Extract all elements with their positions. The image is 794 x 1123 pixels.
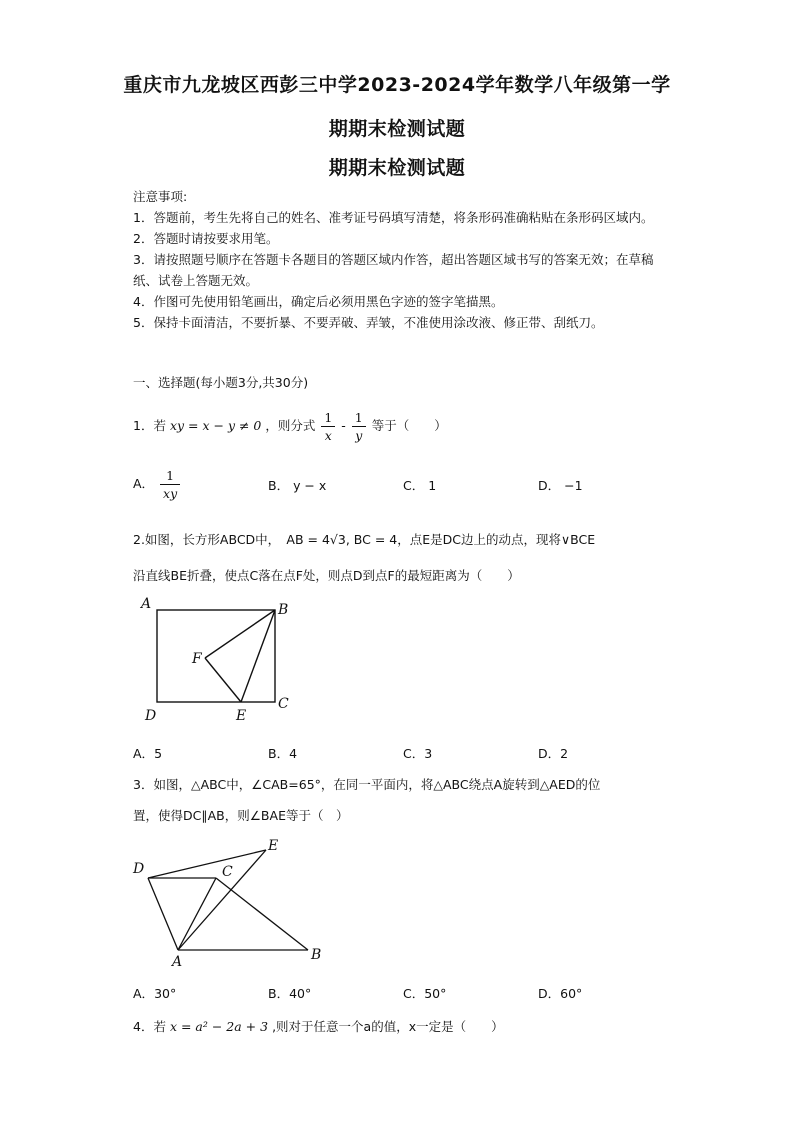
- question-3-stem-line-1: 3．如图，△ABC中，∠CAB=65°，在同一平面内，将△ABC绕点A旋转到△AED的位: [133, 777, 601, 792]
- q1-prefix: 1．若: [133, 418, 166, 433]
- q3-option-d: [538, 984, 673, 1002]
- option-text: 1: [428, 477, 437, 493]
- option-label: D．: [538, 746, 561, 761]
- segment-fe: [205, 658, 241, 702]
- option-text: 3: [424, 746, 433, 761]
- option-text: 2: [560, 746, 569, 761]
- label-e: E: [236, 708, 247, 724]
- notes-item: 4．作图可先使用铅笔画出，确定后必须用黑色字迹的签字笔描黑。: [133, 294, 504, 309]
- label-d: D: [133, 861, 145, 877]
- option-text: 4: [289, 746, 298, 761]
- frac-num: 1: [160, 467, 180, 485]
- question-1-stem: [133, 409, 663, 444]
- option-label: C．: [403, 746, 425, 761]
- q2-option-a: [133, 744, 268, 762]
- option-label: A．: [133, 986, 155, 1001]
- notes-item: 5．保持卡面清洁，不要折暴、不要弄破、弄皱，不准使用涂改液、修正带、刮纸刀。: [133, 315, 604, 330]
- page-title: 重庆市九龙坡区西彭三中学2023-2024学年数学八年级第一学: [123, 74, 671, 96]
- q1-frac2-num: 1: [352, 409, 366, 427]
- notes-item: 2．答题时请按要求用笔。: [133, 231, 279, 246]
- question-3-stem-line-2: 置，使得DC∥AB，则∠BAE等于（ ）: [133, 808, 349, 823]
- label-f: F: [192, 651, 202, 667]
- q4-expression: x = a² − 2a + 3: [169, 1019, 269, 1034]
- option-label: A．: [133, 746, 155, 761]
- q1-option-d: [538, 476, 673, 494]
- label-a: A: [172, 954, 183, 970]
- segment-de: [148, 850, 266, 878]
- notes-item: 1．答题前，考生先将自己的姓名、准考证号码填写清楚，将条形码准确粘贴在条形码区域内。: [133, 210, 654, 225]
- q2-option-b: [268, 744, 403, 762]
- q1-mid: ，则分式: [265, 418, 316, 433]
- segment-be: [241, 610, 275, 702]
- q1-minus: -: [341, 418, 346, 433]
- label-d: D: [145, 708, 157, 724]
- option-text: 40°: [289, 986, 312, 1001]
- option-label: C．: [403, 477, 425, 493]
- question-2-stem-line-2: 沿直线BE折叠，使点C落在点F处，则点D到点F的最短距离为（ ）: [133, 568, 520, 583]
- q2-rectangle-figure: [135, 592, 305, 727]
- option-text: 60°: [560, 986, 583, 1001]
- q3-option-a: [133, 984, 268, 1002]
- q3-option-b: [268, 984, 403, 1002]
- option-label: B．: [268, 986, 290, 1001]
- question-2-options: [133, 744, 673, 762]
- q1-frac1-num: 1: [321, 409, 335, 427]
- option-text: 50°: [424, 986, 447, 1001]
- q2-option-c: [403, 744, 538, 762]
- label-c: C: [278, 696, 289, 712]
- label-c: C: [222, 864, 233, 880]
- label-a: A: [141, 596, 152, 612]
- q1-suffix: 等于（ ）: [371, 418, 447, 433]
- q1-fraction-2: [352, 409, 366, 444]
- question-3-options: [133, 984, 673, 1002]
- q1-condition: xy = x − y ≠ 0: [169, 418, 262, 433]
- option-text: −1: [564, 477, 583, 493]
- question-1-options: [133, 467, 673, 502]
- option-text: 30°: [154, 986, 177, 1001]
- label-e: E: [268, 838, 279, 854]
- q4-prefix: 4．若: [133, 1019, 166, 1034]
- q1-fraction-1: [321, 409, 335, 444]
- q1-frac2-den: y: [355, 428, 363, 443]
- q1-option-a-fraction: [160, 467, 180, 502]
- q3-option-c: [403, 984, 538, 1002]
- segment-cb: [216, 878, 308, 950]
- option-label: C．: [403, 986, 425, 1001]
- option-label: B．: [268, 746, 290, 761]
- label-b: B: [278, 602, 289, 618]
- q1-option-a: [133, 467, 268, 502]
- notes-block: [133, 186, 663, 333]
- label-b: B: [311, 947, 322, 963]
- frac-den: xy: [163, 486, 178, 501]
- question-2-stem-line-1: 2.如图，长方形ABCD中， AB = 4√3, BC = 4，点E是DC边上的动点，现将∨BCE: [133, 532, 596, 547]
- option-label: A．: [133, 476, 155, 491]
- notes-item: 3．请按照题号顺序在答题卡各题目的答题区域内作答，超出答题区域书写的答案无效；在草稿纸、试卷上答题无效。: [133, 252, 654, 288]
- q2-option-d: [538, 744, 673, 762]
- notes-heading: 注意事项:: [133, 189, 188, 204]
- section-title: 一、选择题(每小题3分,共30分): [133, 375, 309, 390]
- q3-rotation-figure: [128, 836, 328, 971]
- q1-frac1-den: x: [324, 428, 332, 443]
- q4-suffix: ,则对于任意一个a的值，x一定是（ ）: [272, 1019, 504, 1034]
- question-4-stem: [133, 1017, 663, 1035]
- q1-option-c: [403, 476, 538, 494]
- page-subtitle: 期期末检测试题: [328, 118, 466, 140]
- segment-ad: [148, 878, 178, 950]
- option-text: 5: [154, 746, 163, 761]
- q1-option-b: [268, 476, 403, 494]
- option-label: B．: [268, 477, 290, 493]
- page-subtitle-repeat: 期期末检测试题: [328, 157, 466, 179]
- option-text: y − x: [293, 477, 327, 493]
- option-label: D．: [538, 477, 561, 493]
- option-label: D．: [538, 986, 561, 1001]
- segment-bf: [205, 610, 275, 658]
